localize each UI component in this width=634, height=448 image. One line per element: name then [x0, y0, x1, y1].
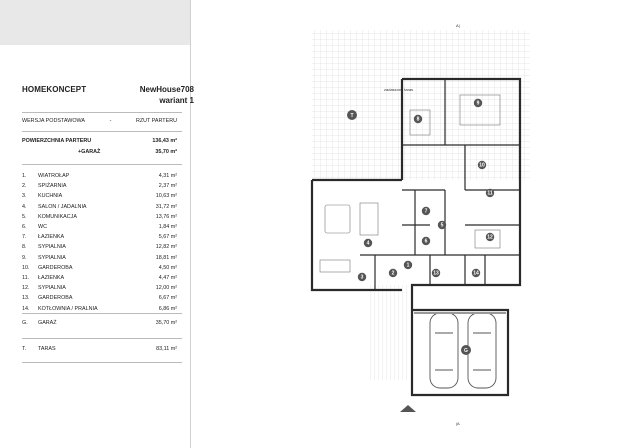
room-number: 2. — [22, 183, 27, 190]
room-badge-text: 12 — [487, 234, 493, 241]
room-badge — [422, 237, 430, 245]
garage-door — [414, 312, 506, 314]
room-area: 5,67 m² — [158, 234, 177, 241]
room-badge-text: 14 — [473, 270, 479, 277]
room-area: 4,31 m² — [158, 173, 177, 179]
room-area: 2,37 m² — [158, 183, 177, 190]
room-badge-text: 8 — [416, 116, 420, 123]
room-badge — [486, 189, 494, 197]
room-area: 31,72 m² — [155, 203, 177, 210]
room-badge — [486, 233, 494, 241]
room-row — [22, 214, 177, 220]
brand-name: HOMEKONCEPT — [22, 85, 87, 94]
room-number: 14. — [22, 305, 30, 312]
room-badge — [422, 207, 430, 215]
garage-badge — [461, 345, 471, 355]
room-badge-text: 1 — [406, 262, 410, 269]
section-marker-bottom: |A — [456, 421, 460, 426]
room-number: 10. — [22, 264, 30, 271]
room-badge-text: 9 — [476, 100, 480, 107]
room-number: 3. — [22, 193, 27, 200]
room-number: 13. — [22, 295, 30, 302]
room-badge — [438, 221, 446, 229]
divider-line — [22, 362, 182, 363]
room-badge — [432, 269, 440, 277]
room-badge — [474, 99, 482, 107]
room-row — [22, 265, 177, 271]
room-badge-text: 10 — [479, 162, 485, 169]
room-name: SPIŻARNIA — [38, 183, 67, 190]
room-area: 4,47 m² — [158, 275, 177, 281]
room-number: 8. — [22, 244, 27, 251]
floor-plan — [290, 15, 600, 435]
section-marker-top: A| — [456, 23, 460, 28]
panel-divider — [190, 0, 191, 448]
room-badge-text: 3 — [360, 274, 364, 281]
room-badge-text: 5 — [440, 222, 444, 229]
room-badge — [364, 239, 372, 247]
room-area: 18,81 m² — [155, 254, 177, 261]
left-header-band — [0, 0, 190, 45]
room-badge — [414, 115, 422, 123]
room-row — [22, 183, 177, 189]
room-badge — [478, 161, 486, 169]
garage-area-value: 35,70 m² — [155, 149, 177, 155]
garage-row — [22, 320, 177, 326]
roof-note: zadaszony taras — [384, 87, 414, 92]
room-badge-text: 13 — [433, 270, 439, 277]
room-row — [22, 234, 177, 240]
room-name: KOTŁOWNIA / PRALNIA — [38, 305, 98, 312]
garage-area-row — [22, 149, 177, 155]
terrace-area: 83,11 m² — [156, 346, 177, 352]
room-row — [22, 204, 177, 210]
room-row — [22, 224, 177, 230]
room-row — [22, 306, 177, 312]
plan-label: RZUT PARTERU — [135, 118, 177, 124]
room-badge — [358, 273, 366, 281]
room-number: 4. — [22, 203, 27, 210]
terrace-row — [22, 346, 177, 352]
terrace-badge-text: T — [350, 113, 354, 119]
room-number: 11. — [22, 275, 30, 281]
room-number: 9. — [22, 254, 27, 261]
room-name: ŁAZIENKA — [38, 234, 65, 241]
room-name: GARDEROBA — [38, 295, 73, 302]
terrace-lower-decking — [368, 285, 408, 380]
divider-line — [22, 164, 182, 165]
room-number: 7. — [22, 234, 27, 241]
divider-line — [22, 338, 182, 339]
room-row — [22, 193, 177, 199]
version-row — [22, 118, 177, 124]
divider-line — [22, 112, 182, 113]
room-row — [22, 285, 177, 291]
terrace-name: TARAS — [38, 346, 56, 352]
room-name: SYPIALNIA — [38, 254, 66, 261]
room-area: 1,84 m² — [158, 224, 177, 230]
room-name: WIATROŁAP — [38, 173, 70, 179]
version-separator: - — [109, 118, 112, 124]
room-area: 13,76 m² — [155, 213, 177, 220]
garage-badge-text: G — [464, 348, 468, 354]
ground-area-label: POWIERZCHNIA PARTERU — [22, 138, 92, 144]
room-name: KUCHNIA — [38, 193, 63, 200]
room-area: 4,50 m² — [158, 264, 177, 271]
room-area: 12,00 m² — [155, 285, 177, 292]
room-number: 1. — [22, 173, 27, 179]
room-name: SYPIALNIA — [38, 285, 66, 292]
north-arrow-icon — [400, 405, 416, 412]
garage-name: GARAŻ — [38, 320, 57, 326]
room-name: GARDEROBA — [38, 264, 73, 271]
room-area: 12,82 m² — [155, 244, 177, 251]
room-badge-text: 7 — [424, 208, 428, 215]
room-name: ŁAZIENKA — [38, 275, 65, 281]
room-badge — [472, 269, 480, 277]
garage-area: 35,70 m² — [155, 320, 177, 326]
room-area: 6,67 m² — [158, 295, 177, 302]
room-badge-text: 6 — [424, 238, 428, 245]
room-name: KOMUNIKACJA — [38, 213, 77, 220]
room-row — [22, 244, 177, 250]
room-number: 12. — [22, 285, 30, 292]
room-badge-text: 11 — [487, 190, 493, 197]
ground-area-value: 136,43 m² — [152, 138, 177, 144]
room-row — [22, 295, 177, 301]
room-name: SYPIALNIA — [38, 244, 66, 251]
terrace-badge — [347, 110, 357, 120]
room-badge-text: 2 — [391, 270, 395, 277]
room-row — [22, 173, 177, 179]
garage-letter: G. — [22, 320, 28, 326]
version-label: WERSJA PODSTAWOWA — [22, 118, 85, 124]
room-number: 5. — [22, 213, 27, 220]
room-row — [22, 255, 177, 261]
room-badge — [404, 261, 412, 269]
ground-area-row — [22, 138, 177, 144]
room-name: WC — [38, 224, 47, 230]
divider-line — [22, 313, 182, 314]
room-area: 10,63 m² — [155, 193, 177, 200]
garage-area-label: +GARAŻ — [78, 149, 101, 155]
room-number: 6. — [22, 224, 27, 230]
room-area: 6,86 m² — [158, 305, 177, 312]
room-name: SALON / JADALNIA — [38, 203, 87, 210]
divider-line — [22, 131, 182, 132]
room-badge — [389, 269, 397, 277]
variant-name: wariant 1 — [159, 96, 194, 105]
room-badge-text: 4 — [366, 240, 370, 247]
terrace-decking — [312, 30, 530, 180]
terrace-letter: T. — [22, 346, 27, 352]
project-name: NewHouse708 — [139, 85, 194, 94]
room-row — [22, 275, 177, 281]
